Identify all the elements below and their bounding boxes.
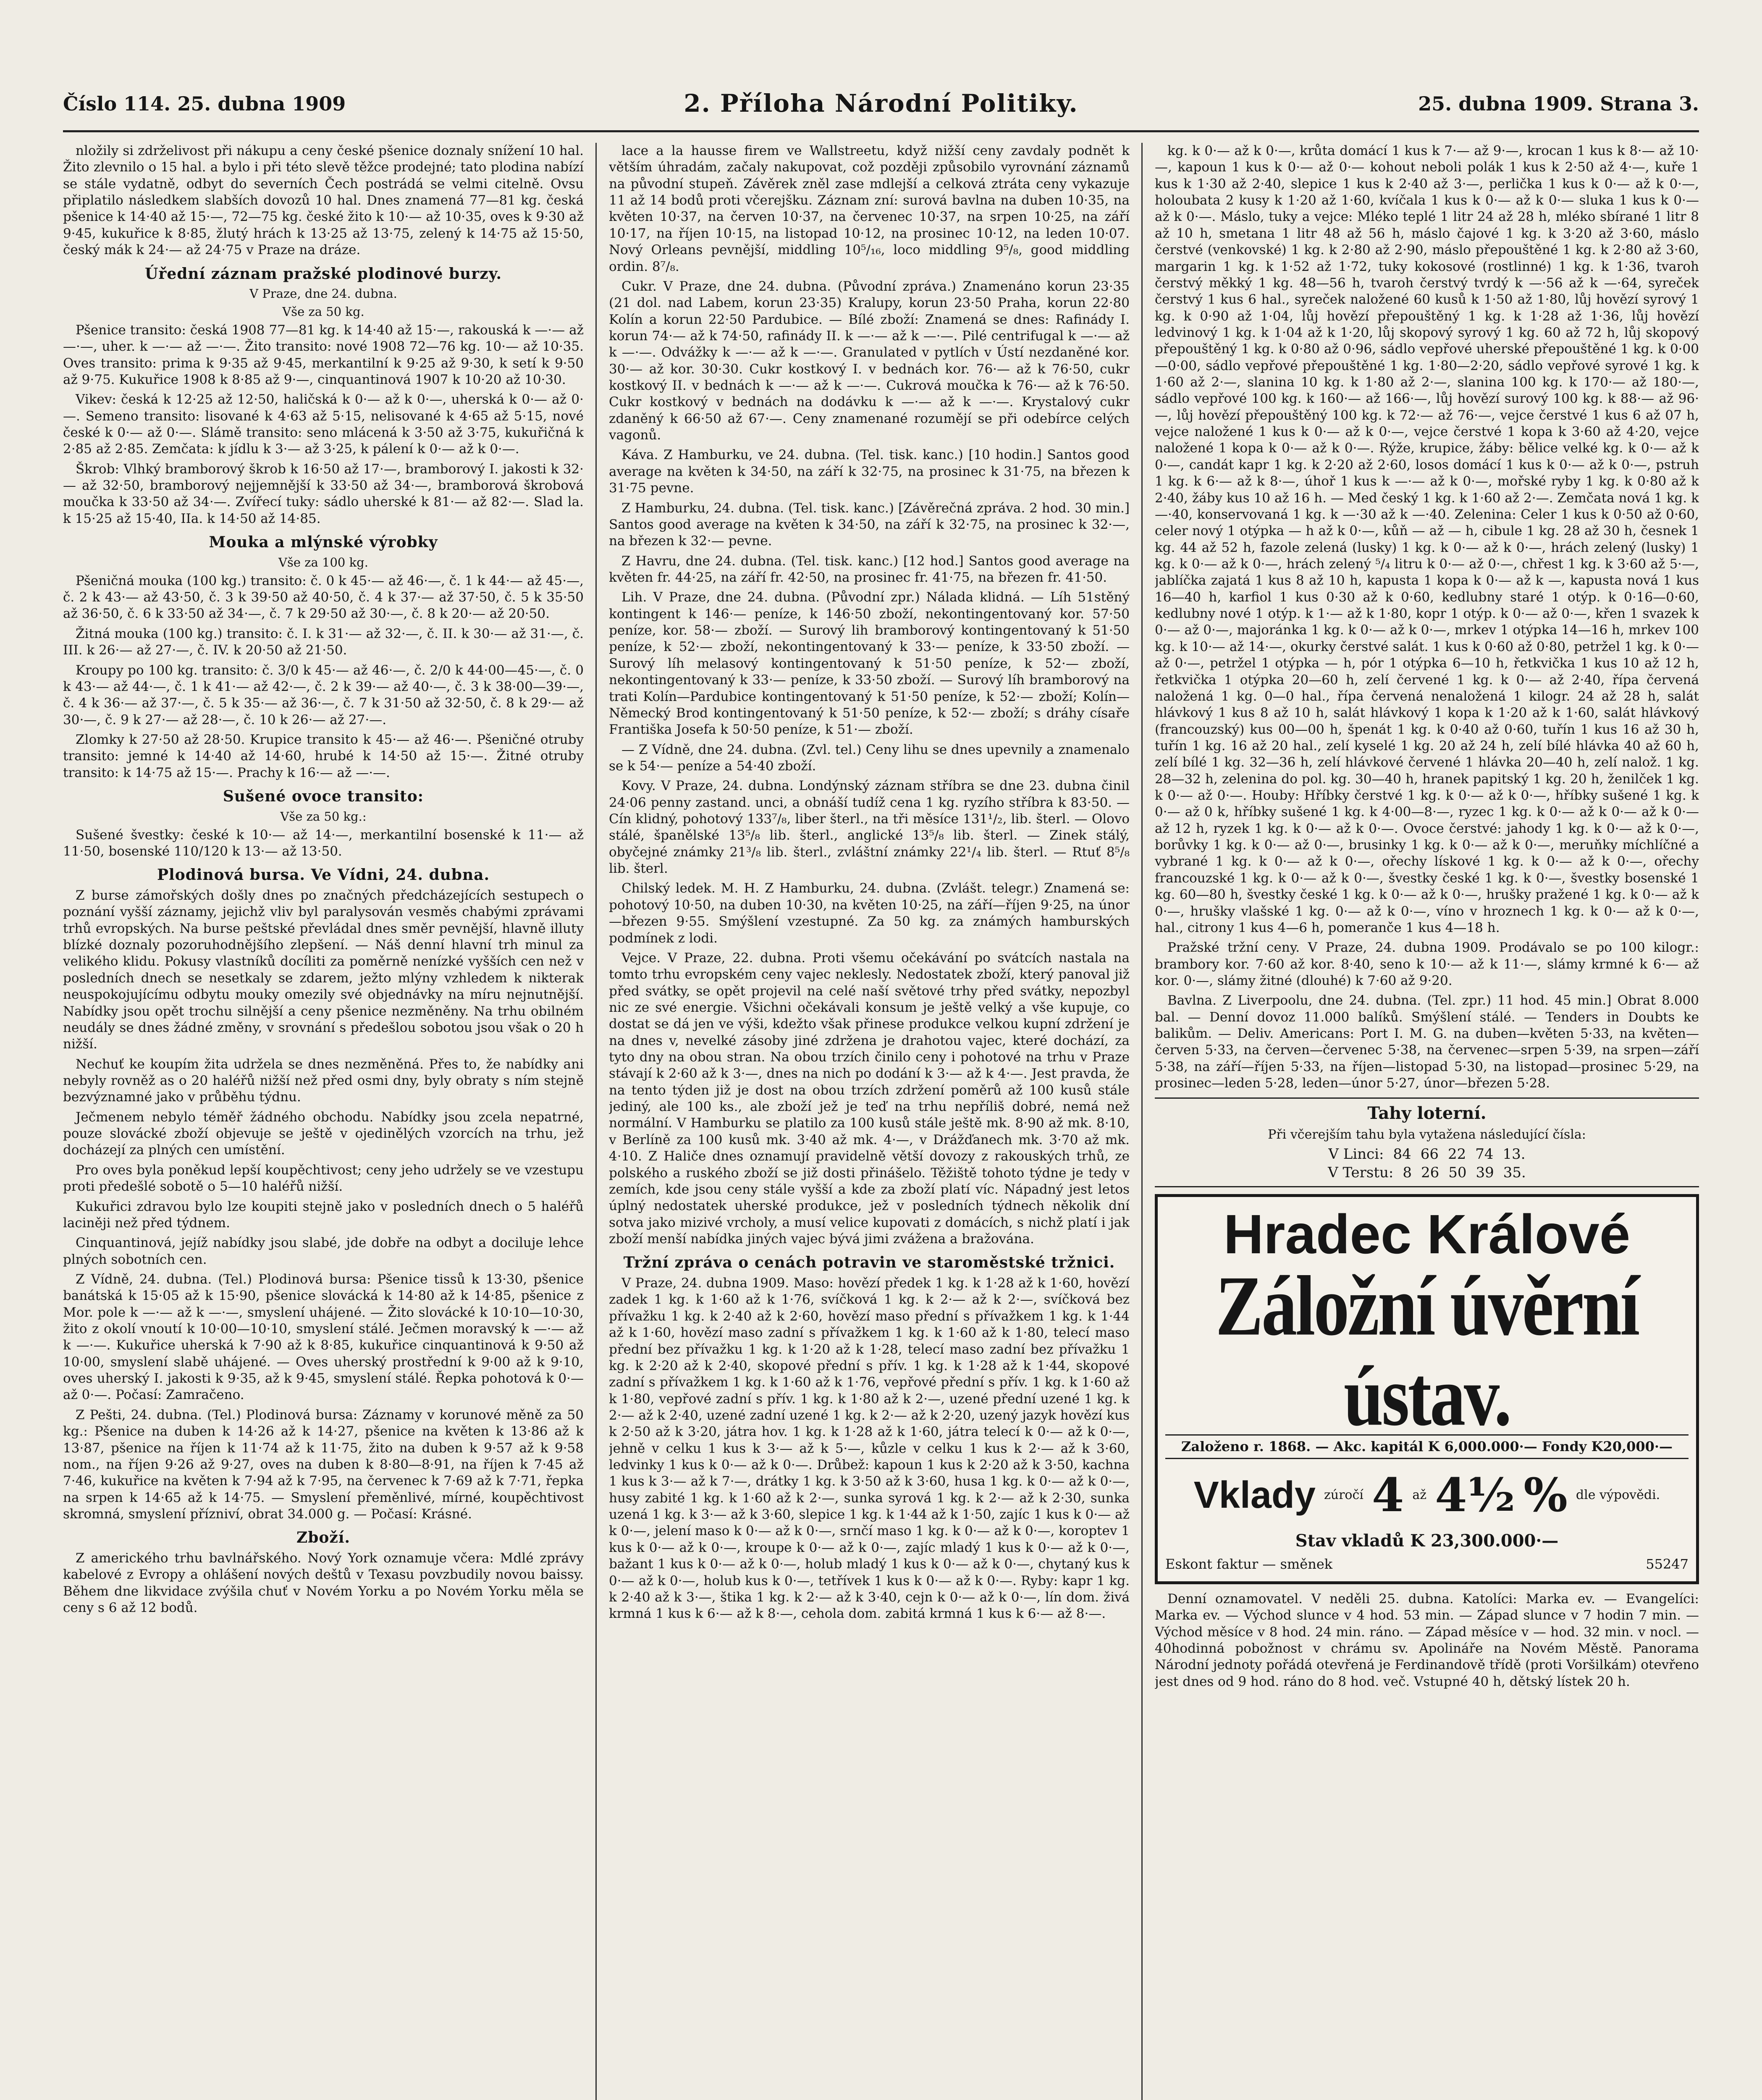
article-paragraph: Kukuřici zdravou bylo lze koupiti stejně jako v posledních dnech o 5 haléřů laciněji než před týdnem. bbox=[63, 1199, 584, 1231]
ad-accrues-label: zúročí bbox=[1324, 1487, 1363, 1502]
section-heading: Zboží. bbox=[296, 1529, 351, 1547]
ad-code: 55247 bbox=[1646, 1556, 1689, 1572]
lottery-number: 39 bbox=[1476, 1164, 1494, 1181]
article-paragraph: Z Hamburku, 24. dubna. (Tel. tisk. kanc.) [Závěrečná zpráva. 2 hod. 30 min.] Santos good average na květen k 34·50, na září k 32·75, na prosinec k 32·—, na březen k 32·— pevne. bbox=[609, 500, 1130, 549]
article-paragraph: Nechuť ke koupím žita udržela se dnes nezměněná. Přes to, že nabídky ani nebyly rovněž as o 20 haléřů nižší než před osmi dny, byly obraty s ním stejně bezvýznamné jako v průběhu týdnu. bbox=[63, 1056, 584, 1105]
lottery-city: V Linci: bbox=[1328, 1146, 1384, 1163]
lottery-number: 22 bbox=[1448, 1146, 1466, 1163]
newspaper-page bbox=[63, 84, 1699, 2100]
article-paragraph: Vikev: česká k 12·25 až 12·50, haličská k 0·— až k 0·—, uherská k 0·— až 0·—. Semeno transito: lisované k 4·63 až 5·15, nelisované k 4·65 až 5·15, nové české k 0·— až 0·—. Slámě transito: seno mlácená k 3·50 až 3·75, kukuřičná k 2·85 až 2·85. Zemčata: k jídlu k 3·— až 3·25, k pálení k 0·— až k 0·—. bbox=[63, 392, 584, 457]
section-heading: Plodinová bursa. Ve Vídni, 24. dubna. bbox=[157, 866, 490, 884]
article-paragraph: Kovy. V Praze, 24. dubna. Londýnský záznam stříbra se dne 23. dubna činil 24·06 penny zastand. unci, a obnáší tudíž cena 1 kg. ryzího stříbra k 83·50. — Cín klidný, pohotový 133⁷/₈, liber šterl., na tři měsíce 131¹/₂, lib. šterl. — Olovo stálé, španělské 13⁵/₈ lib. šterl., anglické 13⁵/₈ lib. šterl. — Zinek stálý, obyčejné známky 21³/₈ lib. šterl., zvláštní známky 22¹/₄ lib. šterl. — Rtuť 8⁵/₈ lib. šterl. bbox=[609, 778, 1130, 877]
article-paragraph: Pšenice transito: česká 1908 77—81 kg. k 14·40 až 15·—, rakouská k —·— až —·—, uher. k —·— až —·—. Žito transito: nové 1908 72—76 kg. 10·— až 10·35. Oves transito: prima k 9·35 až 9·45, merkantilní k 9·25 až 9·30, k setí k 9·50 až 9·75. Kukuřice 1908 k 8·85 až 9·—, cinquantinová 1907 k 10·20 až 10·30. bbox=[63, 322, 584, 387]
article-paragraph: Sušené švestky: české k 10·— až 14·—, merkantilní bosenské k 11·— až 11·50, bosenské 110/120 k 13·— až 13·50. bbox=[63, 827, 584, 859]
issue-number: Číslo 114. 25. dubna 1909 bbox=[63, 92, 346, 115]
unit-note: Vše za 100 kg. bbox=[278, 555, 368, 570]
article-paragraph: Pražské tržní ceny. V Praze, 24. dubna 1909. Prodávalo se po 100 kilogr.: brambory kor. 7·60 až kor. 8·40, seno k 10·— až k 11·—, slámy krmné k 6·— až kor. 0·—, slámy žitné (dlouhé) k 7·60 až 9·20. bbox=[1155, 940, 1699, 988]
article-paragraph: Denní oznamovatel. V neděli 25. dubna. Katolíci: Marka ev. — Evangelíci: Marka ev. — Východ slunce v 4 hod. 53 min. — Západ slunce v 7 hodin 7 min. — Východ měsíce v 8 hod. 24 min. ráno. — Západ měsíce v — hod. 32 min. v nocl. — 40hodinná pobožnost v chrámu sv. Apolináře na Novém Městě. Panorama Národní jednoty pořádá otevřená je Ferdinandově třídě (proti Voršilkám) otevřeno jest dnes od 9 hod. ráno do 8 hod. več. Vstupné 40 h, dětský lístek 20 h. bbox=[1155, 1591, 1699, 1689]
article-paragraph: — Z Vídně, dne 24. dubna. (Zvl. tel.) Ceny lihu se dnes upevnily a znamenalo se k 54·— peníze a 54·40 zboží. bbox=[609, 742, 1130, 774]
article-paragraph: kg. k 0·— až k 0·—, krůta domácí 1 kus k 7·— až 9·—, krocan 1 kus k 8·— až 10·—, kapoun 1 kus k 0·— až 0·— kohout neboli polák 1 kus k 2·50 až 4·—, kuře 1 kus k 1·30 až 2·40, slepice 1 kus k 2·40 až 3·—, perlička 1 kus k 0·— až k 0·—, holoubata 2 kusy k 1·20 až 1·60, kvíčala 1 kus k 0·— až k 0·— sluka 1 kus k 0·— až k 0·—. Máslo, tuky a vejce: Mléko teplé 1 litr 24 až 28 h, mléko sbírané 1 litr 8 až 10 h, smetana 1 litr 48 až 56 h, máslo čajové 1 kg. k 3·20 až 3·60, máslo čerstvé (venkovské) 1 kg. k 2·80 až 2·90, máslo přepouštěné 1 kg. k 2·80 až 3·60, margarin 1 kg. k 1·52 až 1·72, tuky kokosové (rostlinné) 1 kg. k 1·36, tvaroh čerstvý měkký 1 kg. 48—56 h, tvaroh čerstvý tvrdý k —·56 až k —·64, syreček čerstvý 1 kus 6 hal., syreček naložené 60 kusů k 1·50 až 1·80, lůj hovězí syrový 1 kg. k 0·90 až 1·04, lůj hovězí přepouštěný 1 kg. k 1·28 až 1·36, lůj hovězí ledvinový 1 kg. k 1·04 až k 1·20, lůj skopový syrový 1 kg. 60 až 72 h, lůj skopový přepouštěný 1 kg. k 0·80 až 0·96, sádlo vepřové uherské přepouštěné 1 kg. k 0·00—0·00, sádlo vepřové přepouštěné 1 kg. 1·80—2·20, sádlo vepřové syrové 1 kg. k 1·60 až 2·—, slanina 10 kg. k 1·80 až 2·—, slanina 100 kg. k 170·— až 180·—, sádlo vepřové 100 kg. k 160·— až 166·—, lůj hovězí surový 100 kg. k 88·— až 96·—, lůj hovězí přepouštěný 100 kg. k 72·— až 76·—, vejce čerstvé 1 kus 6 až 07 h, vejce naložené 1 kus k 0·— až k 0·—, vejce čerstvé 1 kopa k 3·60 až 4·20, vejce naložené 1 kopa k 0·— až k 0·—. Rýže, krupice, žáby: bělice velké kg. k 0·— až k 0·—, candát kapr 1 kg. k 2·20 až 2·60, losos domácí 1 kus k 0·— až k 0·—, pstruh 1 kg. k 6·— až k 8·—, úhoř 1 kus k —·— až k 0·—, mořské ryby 1 kg. k 0·80 až k 2·40, žáby kus 10 až 16 h. — Med český 1 kg. k 1·60 až 2·—. Zemčata nová 1 kg. k —·40, konservovaná 1 kg. k —·30 až k —·40. Zelenina: Celer 1 kus k 0·50 až 0·60, celer nový 1 otýpka — h až k 0·—, kůň — až — h, cibule 1 kg. 28 až 30 h, česnek 1 kg. 44 až 52 h, fazole zelená (lusky) 1 kg. k 0·— až k 0·—, hrách zelený (lusky) 1 kg. k 0·— až k 0·—, hrách zelený ⁵/₄ litru k 0·— až 0·—, chřest 1 kg. k 3·60 až 5·—, jablíčka zajatá 1 kus 8 až 10 h, kapusta 1 kopa k 0·— až k —, kapusta nová 1 kus 16—40 h, karfiol 1 kus 0·30 až k 0·60, kedlubny staré 1 otýp. k 0·16—0·60, kedlubny nové 1 otýp. k 1·— až k 1·80, kopr 1 otýp. k 0·— až 0·—, křen 1 svazek k 0·— až 0·—, majoránka 1 kg. k 0·— až k 0·—, mrkev 1 otýpka 14—16 h, mrkev 100 kg. k 10·— až 14·—, okurky čerstvé salát. 1 kus k 0·60 až 0·80, petržel 1 kg. k 0·— až 0·—, petržel 1 otýpka — h, pór 1 otýpka 6—10 h, řetkvička 1 kus 10 až 12 h, řetkvička 1 otýpka 20—60 h, zelí červené 1 kg. k 0·— až 2·40, řípa červená naložená 1 kg. 0—0 hal., řípa červená nenaložená 1 kilogr. 24 až 28 h, salát hlávkový 1 kus 8 až 10 h, salát hlávkový 1 kopa k 1·20 až k 1·60, salát hlávkový (francouzský) kus 00—00 h, špenát 1 kg. k 0·40 až 0·60, tuřín 1 kus 16 až 30 h, tuřín 1 kg. 16 až 20 hal., zelí kyselé 1 kg. 20 až 24 h, zelí bílé hlávka 40 až 60 h, zelí bílé 1 kg. 32—36 h, zelí hlávkové červené 1 hlávka 20—40 h, zelí nalož. 1 kg. 28—32 h, zelenina do pol. kg. 30—40 h, hranek papitský 1 kg. 20 h, ženilček 1 kg. k 0·— až 0·—. Houby: Hříbky čerstvé 1 kg. k 0·— až k 0·—, hříbky sušené 1 kg. k 0·— až 0 k, hříbky sušené 1 kg. k 4·00—8·—, ryzec 1 kg. k 0·— až k 0·— až k 0·— až 12 h, ryzek 1 kg. k 0·— až k 0·—. Ovoce čerstvé: jahody 1 kg. k 0·— až k 0·—, borůvky 1 kg. k 0·— až 0·—, brusinky 1 kg. k 0·— až k 0·—, meruňky míchlíčné a vybrané 1 kg. k 0·— až k 0·—, ořechy lískové 1 kg. k 0·— až k 0·—, ořechy francouzské 1 kg. k 0·— až k 0·—, švestky české 1 kg. k 0·—, švestky bosenské 1 kg. 60—80 h, švestky české 1 kg. k 0·— až k 0·—, hrušky pražené 1 kg. k 0·— až k 0·—, hrušky vlašské 1 kg. 0·— až k 0·—, víno v hroznech 1 kg. k 0·— až k 0·—, hal., citrony 1 kus 4—6 h, pomeranče 1 kus 4—18 h. bbox=[1155, 143, 1699, 935]
article-paragraph: Z Vídně, 24. dubna. (Tel.) Plodinová bursa: Pšenice tissů k 13·30, pšenice banátská k 15·05 až k 15·90, pšenice slovácká k 14·80 až k 14·85, pšenice z Mor. pole k —·— až k —·—, smyslení uhájené. — Žito slovácké k 10·10—10·30, žito z okolí vnoutí k 10·00—10·10, smyslení stálé. Ječmen moravský k —·— až k —·—. Kukuřice uherská k 7·90 až k 8·85, kukuřice cinquantinová k 9·50 až 10·00, smyslení slabě uhájené. — Oves uherský prostřední k 9·00 až k 9·10, oves uherský I. jakosti k 9·35, až k 9·45, smyslení stálé. Řepka pohotová k 0·— až 0·—. Počasí: Zamračeno. bbox=[63, 1271, 584, 1403]
article-paragraph: Pro oves byla poněkud lepší koupěchtivost; ceny jeho udržely se ve vzestupu proti předešlé sobotě o 5—10 haléřů nižší. bbox=[63, 1162, 584, 1194]
ad-city: Hradec Králové bbox=[1223, 1203, 1631, 1265]
article-paragraph: V Praze, 24. dubna 1909. Maso: hovězí předek 1 kg. k 1·28 až k 1·60, hovězí zadek 1 kg. k 1·60 až k 1·76, svíčková 1 kg. k 2·— až k 2·—, svíčková bez přívažku 1 kg. k 2·40 až k 2·60, hovězí maso přední s přívažkem 1 kg. k 1·44 až k 1·60, hovězí maso zadní s přívažkem 1 kg. k 1·60 až k 1·80, telecí maso přední bez přívažku 1 kg. k 1·20 až k 1·28, telecí maso zadní bez přívažku 1 kg. k 2·20 až k 2·40, skopové přední s přív. 1 kg. k 1·28 až k 1·44, skopové zadní s přívažkem 1 kg. k 1·60 až k 1·76, vepřové přední s přív. 1 kg. k 1·60 až k 1·80, vepřové zadní s přív. 1 kg. k 1·80 až k 2·—, uzené přední uzené 1 kg. k 2·— až k 2·40, uzené zadní uzené 1 kg. k 2·— až k 2·20, uzený jazyk hovězí kus k 2·50 až k 3·20, játra hov. 1 kg. k 1·28 až k 1·60, játra telecí k 0·— až k 0·—, jehně v celku 1 kus k 3·— až k 5·—, kůzle v celku 1 kus k 2·— až k 3·60, ledvinky 1 kus k 0·— až k 0·—. Drůbež: kapoun 1 kus k 2·20 až k 3·50, kachna 1 kus k 3·— až k 7·—, drátky 1 kg. k 3·50 až k 3·60, husa 1 kg. k 0·— až k 0·—, husy zabité 1 kg. k 1·60 až k 2·—, sunka syrová 1 kg. k 2·— až k 2·30, sunka uzená 1 kg. k 3·— až k 3·60, slepice 1 kg. k 1·44 až k 1·50, zajíc 1 kus k 0·— až k 0·—, jelení maso k 0·— až k 0·—, srnčí maso 1 kg. k 0·— až k 0·—, koroptev 1 kus k 0·— až k 0·—, kroupe k 0·— až k 0·—, zajíc mladý 1 kus k 0·— až k 0·—, bažant 1 kus k 0·— až k 0·—, holub mladý 1 kus k 0·— až k 0·—, chytaný kus k 0·— až k 0·—, holub kus k 0·—, tetřívek 1 kus k 0·— až k 0·—. Ryby: kapr 1 kg. k 2·40 až k 3·—, štika 1 kg. k 2·— až k 3·40, cejn k 0·— až k 0·—, lín dom. živá krmná 1 kus k 6·— až k 8·—, cehola dom. zabitá krmná 1 kus k 6·— až 8·—. bbox=[609, 1276, 1130, 1622]
article-paragraph: Vejce. V Praze, 22. dubna. Proti všemu očekávání po svátcích nastala na tomto trhu evropském ceny vajec neklesly. Nedostatek zboží, který panoval již před svátky, se opět projevil na celé naší světové trhy před svátky, nepozbyl nic ze své energie. Všichni očekávali konsum je ještě velký a vše kupuje, co dostat se dá jen ve výši, kdežto však přinese produkce velkou kupní zdržení je na dnes v, nevelké zásoby jiné zdržena je drahotou vajec, které dochází, za tyto dny na obou stran. Na obou trzích činilo ceny i pohotové na trhu v Praze stávají k 2·60 až k 3·—, dnes na nich po dodání k 3·— až k 4·—. Jest pravda, že na tento týden již je dost na obou trzích zdržení poměrů až 100 kusů stále jediný, ale 100 ks., ale zboží jež je teď na trhu nepříliš dobré, nemá než normální. V Hamburku se platilo za 100 kusů stále ještě mk. 8·90 až mk. 8·10, v Berlíně za 100 kusů mk. 3·40 až mk. 4·—, v Drážďanech mk. 3·70 až mk. 4·10. Z Haliče dnes oznamují pravidelně větší dovozy z rakouských trhů, ze polského a ruského zboží se již dosti přinášelo. Těžiště tohoto týdne je tedy v zemích, kde jsou ceny stále vyšší a kde za zboží platí víc. Nápadný jest letos úplný nedostatek uherské produkce, jež v posledních týdnech několik dní sotva jako mizivé vrcholy, a musí velice kupovati z domácích, s nichž platí i jak zboží menší nabídka jiných vajec bývá jimi zvážena a bražována. bbox=[609, 950, 1130, 1247]
lottery-box bbox=[1155, 1097, 1699, 1187]
lottery-number: 8 bbox=[1403, 1164, 1412, 1181]
article-paragraph: Kroupy po 100 kg. transito: č. 3/0 k 45·— až 46·—, č. 2/0 k 44·00—45·—, č. 0 k 43·— až 44·—, č. 1 k 41·— až 42·—, č. 2 k 39·— až 40·—, č. 3 k 38·00—39·—, č. 4 k 36·— až 37·—, č. 5 k 35·— až 36·—, č. 7 k 31·50 až 32·50, č. 8 k 29·— až 30·—, č. 9 k 27·— až 28·—, č. 10 k 26·— až 27·—. bbox=[63, 662, 584, 727]
ad-notice-label: dle výpovědi. bbox=[1576, 1487, 1660, 1502]
ad-interest-rate bbox=[1165, 1466, 1689, 1525]
article-paragraph: Pšeničná mouka (100 kg.) transito: č. 0 k 45·— až 46·—, č. 1 k 44·— až 45·—, č. 2 k 43·— až 43·50, č. 3 k 39·50 až 40·50, č. 4 k 37·— až 37·50, č. 5 k 35·50 až 36·50, č. 6 k 33·50 až 34·—, č. 7 k 29·50 až 30·—, č. 8 k 20·— až 20·50. bbox=[63, 573, 584, 622]
bank-advertisement bbox=[1155, 1194, 1699, 1584]
lottery-number: 50 bbox=[1448, 1164, 1467, 1181]
lottery-number: 74 bbox=[1475, 1146, 1494, 1163]
ad-capital-info: Založeno r. 1868. — Akc. kapitál K 6,000.000·— Fondy K20,000·— bbox=[1165, 1434, 1689, 1459]
article-paragraph: Z Pešti, 24. dubna. (Tel.) Plodinová bursa: Záznamy v korunové měně za 50 kg.: Pšenice na duben k 14·26 až k 14·27, pšenice na květen k 13·86 až k 13·87, pšenice na říjen k 11·74 až k 11·75, žito na duben k 9·57 až k 9·58 nom., na říjen 9·26 až 9·27, oves na duben k 8·80—8·91, na říjen k 7·45 až 7·46, kukuřice na květen k 7·94 až k 7·95, na červenec k 7·69 až k 7·71, řepka na srpen k 14·65 až k 14·75. — Smyslení přeměnlivé, mírné, koupěchtivost skromná, smyslení přízniví, obrat 34.000 g. — Počasí: Krásné. bbox=[63, 1407, 584, 1522]
article-paragraph: Bavlna. Z Liverpoolu, dne 24. dubna. (Tel. zpr.) 11 hod. 45 min.] Obrat 8.000 bal. — Denní dovoz 11.000 balíků. Smýšlení stálé. — Tenders in Doubts ke balikům. — Deliv. Americans: Port I. M. G. na duben—květen 5·33, na květen—červen 5·33, na červen—červenec 5·38, na červenec—srpen 5·39, na srpen—září 5·38, na září—říjen 5·33, na říjen—listopad 5·30, na listopad—prosinec 5·29, na prosinec—leden 5·28, leden—únor 5·27, únor—březen 5·28. bbox=[1155, 993, 1699, 1091]
ad-deposit-state: Stav vkladů K 23,300.000·— bbox=[1295, 1530, 1559, 1551]
lottery-number: 35. bbox=[1503, 1164, 1526, 1181]
article-paragraph: nložily si zdrželivost při nákupu a ceny české pšenice doznaly snížení 10 hal. Žito zlevnilo o 15 hal. a bylo i při této slevě těžce prodejné; tato plodina nabízí se stále vydatně, odbyt do severních Čech postrádá se velmi citelně. Ovsu připlatilo následkem slabších dovozů 10 hal. Dnes znamená 77—81 kg. česká pšenice k 14·40 až 15·—, 72—75 kg. české žito k 10·— až 10·35, oves k 9·30 až 9·45, kukuřice k 8·85, žlutý hrách k 13·25 až 13·75, zelený k 14·75 až 15·50, český mák k 24·— až 24·75 v Praze na dráze. bbox=[63, 143, 584, 258]
lottery-number: 13. bbox=[1502, 1146, 1526, 1163]
lottery-city: V Terstu: bbox=[1328, 1164, 1394, 1181]
date-and-page: 25. dubna 1909. Strana 3. bbox=[1418, 92, 1699, 115]
column-divider bbox=[1141, 143, 1143, 2100]
article-paragraph: lace a la hausse firem ve Wallstreetu, když nižší ceny zavdaly podnět k větším úhradám, začaly nakupovat, což později způsobilo vyrovnání záznamů na původní stupeň. Závěrek zněl zase mdlejší a celková ztráta ceny vykazuje 11 až 14 bodů proti včerejšku. Záznam zní: surová bavlna na duben 10·35, na květen 10·37, na červen 10·37, na červenec 10·37, na srpen 10·25, na září 10·17, na říjen 10·15, na listopad 10·12, na prosinec 10·12, na leden 10·07. Nový Orleans pevnější, middling 10⁵/₁₆, loco middling 9⁵/₈, good middling ordin. 8⁷/₈. bbox=[609, 143, 1130, 274]
article-paragraph: Cukr. V Praze, dne 24. dubna. (Původní zpráva.) Znamenáno korun 23·35 (21 dol. nad Labem, korun 23·35) Kralupy, korun 23·50 Praha, korun 22·80 Kolín a korun 22·50 Pardubice. — Bílé zboží: Znamená se dnes: Rafinády I. korun 74·— až k 74·50, rafinády II. k —·— až k —·—. Pilé centrifugal k —·— až k —·—. Odvážky k —·— až k —·—. Granulated v pytlích v Ústí nezdaněné kor. 30·— až kor. 30·30. Cukr kostkový I. v bednách kor. 76·— až k 76·50, cukr kostkový II. v bednách k —·— až k —·—. Cukrová moučka k 76·— až k 76·50. Cukr kostkový v bednách na dodávku k —·— až k —·—. Krystalový cukr zdaněný k 66·50 až 67·—. Ceny znamenané rozumějí se při odebírce celých vagonů. bbox=[609, 278, 1130, 443]
unit-note: Vše za 50 kg.: bbox=[280, 809, 367, 824]
article-paragraph: Káva. Z Hamburku, ve 24. dubna. (Tel. tisk. kanc.) [10 hodin.] Santos good average na květen k 34·50, na září k 32·75, na prosinec k 31·75, na březen k 31·75 pevne. bbox=[609, 447, 1130, 496]
column-divider bbox=[595, 143, 597, 2100]
ad-footer bbox=[1165, 1556, 1689, 1573]
section-heading: Mouka a mlýnské výrobky bbox=[209, 533, 438, 551]
article-paragraph: Zlomky k 27·50 až 28·50. Krupice transito k 45·— až 46·—. Pšeničné otruby transito: jemné k 14·40 až 14·60, hrubé k 14·50 až 15·—. Žitné otruby transito: k 14·75 až 15·—. Prachy k 16·— až —·—. bbox=[63, 732, 584, 780]
ad-rate-low: 4 bbox=[1371, 1467, 1404, 1522]
lottery-note: Při včerejším tahu byla vytažena následující čísla: bbox=[1268, 1127, 1586, 1142]
unit-note: Vše za 50 kg. bbox=[282, 304, 364, 319]
supplement-title: 2. Příloha Národní Politiky. bbox=[684, 89, 1078, 118]
article-paragraph: Ječmenem nebylo téměř žádného obchodu. Nabídky jsou zcela nepatrné, pouze slovácké zboží objevuje se ještě v ojedinělých vzorcích na trhu, jež docházejí za plných cen umístění. bbox=[63, 1109, 584, 1158]
ad-percent-sign: % bbox=[1523, 1467, 1568, 1522]
lottery-number: 84 bbox=[1393, 1146, 1411, 1163]
lottery-row bbox=[1155, 1164, 1699, 1182]
column-1 bbox=[63, 143, 584, 2100]
ad-to-label: až bbox=[1412, 1487, 1427, 1502]
dateline: V Praze, dne 24. dubna. bbox=[249, 286, 397, 301]
section-heading: Sušené ovoce transito: bbox=[223, 788, 424, 806]
article-paragraph: Žitná mouka (100 kg.) transito: č. I. k 31·— až 32·—, č. II. k 30·— až 31·—, č. III. k 26·— až 27·—, č. IV. k 20·50 až 21·50. bbox=[63, 626, 584, 658]
article-paragraph: Z amerického trhu bavlnářského. Nový York oznamuje včera: Mdlé zprávy kabelové z Evropy a ohlášení nových deštů v Texasu povzbudily novou baissy. Během dne likvidace zvýšila chuť v Novém Yorku a po Novém Yorku měla se ceny s 6 až 12 bodů. bbox=[63, 1551, 584, 1616]
article-paragraph: Škrob: Vlhký bramborový škrob k 16·50 až 17·—, bramborový I. jakosti k 32·— až 32·50, bramborový nejjemnější k 33·50 až 34·—, bramborová škrobová moučka k 33·50 až 34·—. Zvířecí tuky: sádlo uherské k 81·— až 82·—. Slad la. k 15·25 až 15·40, IIa. k 14·50 až 14·85. bbox=[63, 461, 584, 526]
column-3 bbox=[1155, 143, 1699, 2100]
ad-rate-high: 4½ bbox=[1435, 1467, 1516, 1522]
lottery-number: 66 bbox=[1420, 1146, 1439, 1163]
article-paragraph: Chilský ledek. M. H. Z Hamburku, 24. dubna. (Zvlášt. telegr.) Znamená se: pohotový 10·50, na duben 10·30, na květen 10·25, na září—říjen 9·25, na únor—březen 9·55. Smýšlení vzestupné. Za 50 kg. za známých hamburských podmínek z lodi. bbox=[609, 881, 1130, 946]
ad-discount-text: Eskont faktur — směnek bbox=[1165, 1556, 1333, 1572]
lottery-title: Tahy loterní. bbox=[1367, 1103, 1487, 1124]
lottery-row bbox=[1155, 1145, 1699, 1163]
article-paragraph: Lih. V Praze, dne 24. dubna. (Původní zpr.) Nálada klidná. — Líh 51stěný kontingent k 146·— peníze, k 146·50 zboží, nekontingentovaný kor. 57·50 peníze, kor. 58·— zboží. — Surový lih bramborový kontingentovaný k 51·50 peníze, k 52·— zboží, nekontingentovaný k 33·— peníze, k 33·50 zboží. — Surový líh melasový kontingentovaný k 51·50 peníze, k 52·— zboží, nekontingentovaný k 33·— peníze, k 33·50 zboží. — Surový líh bramborový na trati Kolín—Pardubice kontingentovaný k 51·50 peníze, k 52·— zboží; Kolín—Německý Brod kontingentovaný k 51·50 peníze, k 52·— zboží; s dráhy císaře Františka Josefa k 50·50 peníze, k 51·— zboží. bbox=[609, 590, 1130, 738]
column-2 bbox=[609, 143, 1130, 2100]
page-header bbox=[63, 84, 1699, 132]
section-heading: Úřední záznam pražské plodinové burzy. bbox=[144, 265, 502, 283]
article-paragraph: Z Havru, dne 24. dubna. (Tel. tisk. kanc.) [12 hod.] Santos good average na květen fr. 44·25, na září fr. 42·50, na prosinec fr. 41·75, na březen fr. 41·50. bbox=[609, 553, 1130, 585]
article-paragraph: Cinquantinová, jejíž nabídky jsou slabé, jde dobře na odbyt a dociluje lehce plných sobotních cen. bbox=[63, 1235, 584, 1267]
section-heading: Tržní zpráva o cenách potravin ve staroměstské tržnici. bbox=[623, 1254, 1115, 1272]
lottery-number: 26 bbox=[1421, 1164, 1439, 1181]
ad-institution-name: Záložní úvěrní ústav. bbox=[1215, 1258, 1639, 1444]
article-paragraph: Z burse zámořských došly dnes po značných předcházejících sestupech o poznání vyšší záznamy, jejichž vliv byl paralysován vesměs chabými zprávami trhů evropských. Na burse peštské převládal dnes směr pevnější, hlavně illuty blízké doznaly pozoruhodnějšího zlepšení. — Náš denní hlavní trh minul za velikého klidu. Pokusy vlastníků docíliti za poměrně nenízké vyšších cen než v posledních dnech se nesetkaly se zdarem, ježto mlýny vzhledem k nikterak neuspokojujícímu odbytu mouky omezily své objednávky na míru nejnutnější. Nabídky jsou opět trochu silnější a ceny pšenice nezměněny. Na trhu obilném neudály se dnes žádné změny, v srovnání s předešlou sobotou jsou však o 20 h nižší. bbox=[63, 888, 584, 1052]
ad-deposits-label: Vklady bbox=[1193, 1474, 1316, 1516]
